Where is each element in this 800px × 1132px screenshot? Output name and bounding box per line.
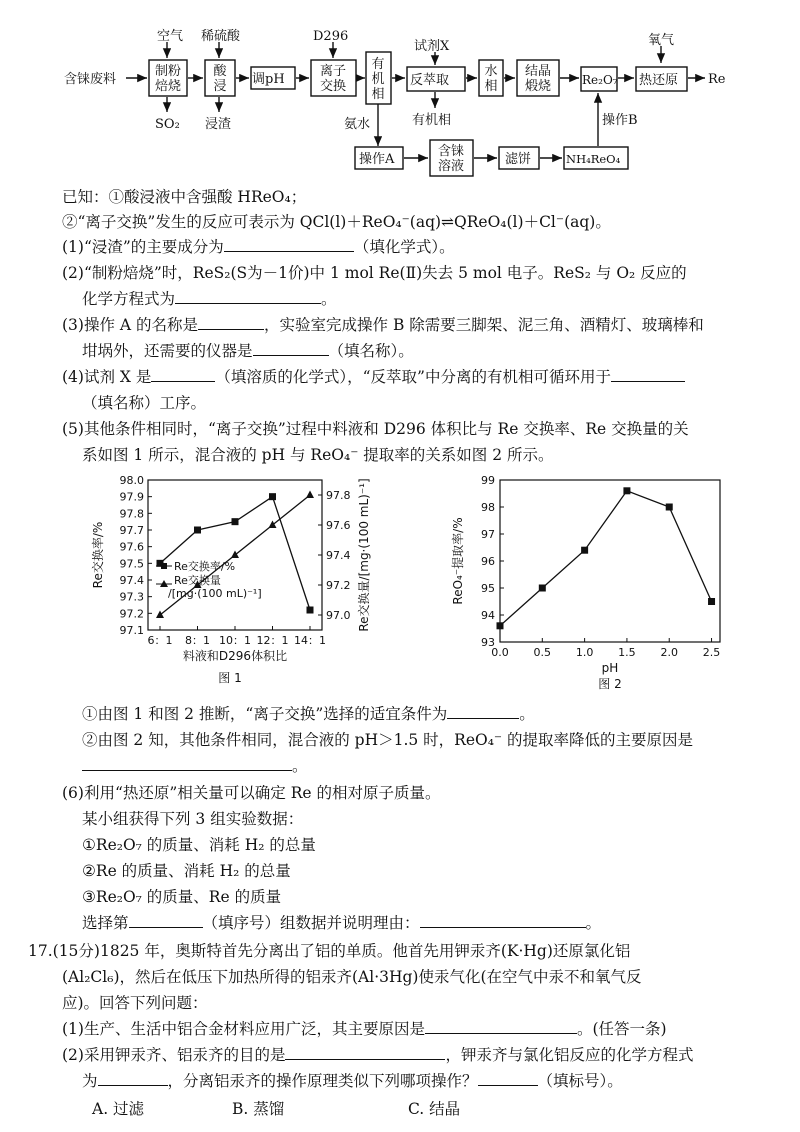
q5-sub2-line: ②由图 2 知，其他条件相同，混合液的 pH＞1.5 时，ReO₄⁻ 的提取率降低的主要原因是 xyxy=(82,731,694,749)
q6-mid: （填序号）组数据并说明理由： xyxy=(202,914,420,932)
q17-part2-question: ，分离铝汞齐的操作原理类似下列哪项操作？ xyxy=(167,1072,478,1090)
chart1-left-tick-label: 97.2 xyxy=(119,607,144,621)
chart1-point-rate xyxy=(194,527,201,534)
q3-line-2 xyxy=(82,340,414,362)
box-nh4reo4: NH₄ReO₄ xyxy=(566,152,621,166)
box-leach-line2: 浸 xyxy=(213,79,227,94)
chart1-left-tick-label: 98.0 xyxy=(119,474,144,487)
box-back-extract: 反萃取 xyxy=(410,73,450,88)
flow-output-organic: 有机相 xyxy=(412,113,452,128)
q17-part1-line xyxy=(62,1018,667,1040)
q6-line-1: (6)利用“热还原”相关量可以确定 Re 的相对原子质量。 xyxy=(62,784,441,802)
q2-tail: 。 xyxy=(321,290,337,308)
box-ion_exchange-line1: 离子 xyxy=(319,64,347,79)
q6-line-2: 某小组获得下列 3 组实验数据： xyxy=(82,810,304,828)
q17-option-a[interactable]: A. 过滤 xyxy=(92,1100,145,1118)
flow-input-oxygen: 氧气 xyxy=(648,33,675,48)
chart1-legend-label-2b: /[mg·(100 mL)⁻¹] xyxy=(168,587,262,600)
chart1-right-tick-label: 97.8 xyxy=(326,489,351,502)
box-aqueous_phase-line1: 水 xyxy=(484,64,498,79)
chart2-y-tick-label: 99 xyxy=(481,474,495,487)
chart1-x-tick-label: 10：1 xyxy=(219,634,251,647)
chart1-x-tick-label: 6：1 xyxy=(147,634,173,647)
box-heat-reduce: 热还原 xyxy=(639,73,679,88)
chart2-point xyxy=(623,487,630,494)
chart2-x-tick-label: 0.0 xyxy=(491,646,509,659)
chart2-y-tick-label: 94 xyxy=(481,609,495,622)
q17-part2-blank-1[interactable] xyxy=(285,1044,445,1060)
chart1-x-tick-label: 12：1 xyxy=(256,634,289,647)
q6-answer-blank-1[interactable] xyxy=(129,912,203,928)
q17-line-3: 应)。回答下列问题： xyxy=(62,994,208,1012)
q17-line-1: 17.(15分)1825 年，奥斯特首先分离出了铝的单质。他首先用钾汞齐(K·Hg)还原氯化铝 xyxy=(28,942,631,960)
flow-end-label: Re xyxy=(708,72,726,87)
q5-sub1-stem: ①由图 1 和图 2 推断，“离子交换”选择的适宜条件为 xyxy=(82,705,448,723)
q5-line-1: (5)其他条件相同时，“离子交换”过程中料液和 D296 体积比与 Re 交换率、Re 交换量的关 xyxy=(62,420,689,438)
chart1-x-tick-label: 14：1 xyxy=(294,634,326,647)
chart1-left-tick-label: 97.3 xyxy=(119,590,144,604)
q17-part2-blank-3[interactable] xyxy=(478,1070,538,1086)
known-line-1: 已知：①酸浸液中含强酸 HReO₄； xyxy=(62,188,307,206)
chart1-left-tick-label: 97.7 xyxy=(119,524,144,537)
q17-part2-line-2 xyxy=(82,1070,623,1092)
chart1-legend-label-1: Re交换率/% xyxy=(174,560,236,573)
chart2-point xyxy=(708,598,715,605)
chart2-xlabel: pH xyxy=(601,661,619,675)
q5-sub2-answer-line xyxy=(82,755,308,777)
chart2-plot-frame xyxy=(500,480,720,642)
process-flowchart xyxy=(0,0,800,185)
chart1-right-tick-label: 97.0 xyxy=(326,609,351,622)
box-ion_exchange-line2: 交换 xyxy=(319,79,347,94)
q4-answer-blank-2[interactable] xyxy=(611,366,685,382)
q2-answer-blank[interactable] xyxy=(175,288,321,304)
q3-tail: （填名称）。 xyxy=(328,342,414,360)
chart2-ylabel: ReO₄⁻提取率/% xyxy=(451,517,465,605)
box-filtrate: 滤饼 xyxy=(505,152,532,167)
chart1-legend-square xyxy=(161,563,167,569)
chart2-point xyxy=(666,504,673,511)
box-roast-line1: 制粉 xyxy=(154,64,182,79)
chart1-left-tick-label: 97.8 xyxy=(119,507,144,521)
flow-input-air: 空气 xyxy=(157,29,184,44)
chart1-left-tick-label: 97.1 xyxy=(119,624,144,637)
chart1-left-tick-label: 97.5 xyxy=(119,557,144,571)
chart2-x-tick-label: 2.0 xyxy=(660,646,678,659)
flow-operation-b-label: 操作B xyxy=(602,113,638,128)
chart2-point xyxy=(581,547,588,554)
chart-2-extraction xyxy=(448,470,748,702)
chart1-point-amount xyxy=(156,611,164,619)
chart2-y-tick-label: 93 xyxy=(481,636,495,649)
chart1-left-tick-label: 97.6 xyxy=(119,540,144,554)
q1-stem: (1)“浸渣”的主要成分为 xyxy=(62,238,224,256)
q6-option-3: ③Re₂O₇ 的质量、Re 的质量 xyxy=(82,888,282,906)
box-re_containing-line2: 溶液 xyxy=(437,159,465,174)
chart1-point-amount xyxy=(306,491,314,499)
chart1-left-tick-label: 97.4 xyxy=(119,574,144,587)
chart2-point xyxy=(539,585,546,592)
q3-answer-blank-2[interactable] xyxy=(253,340,329,356)
q4-mid: （填溶质的化学式），“反萃取”中分离的有机相可循环用于 xyxy=(215,368,611,386)
q6-stem: 选择第 xyxy=(82,914,129,932)
q17-part2-stem: (2)采用钾汞齐、铝汞齐的目的是 xyxy=(62,1046,286,1064)
chart2-point xyxy=(497,622,504,629)
q17-part2-blank-2[interactable] xyxy=(98,1070,168,1086)
q17-part1-tail: 。(任答一条) xyxy=(576,1020,667,1038)
q17-part1-blank[interactable] xyxy=(425,1018,577,1034)
box-re_containing-line1: 含铼 xyxy=(437,144,465,159)
chart2-y-tick-label: 96 xyxy=(481,555,495,568)
box-re2o7: Re₂O₇ xyxy=(582,73,618,87)
chart2-x-tick-label: 0.5 xyxy=(533,646,552,659)
chart2-series-line xyxy=(500,491,712,626)
chart-1-exchange xyxy=(68,470,418,702)
q1-tail: （填化学式）。 xyxy=(353,238,455,256)
chart2-y-tick-label: 98 xyxy=(481,501,495,514)
chart1-right-tick-label: 97.2 xyxy=(326,579,351,592)
chart1-point-rate xyxy=(269,493,276,500)
chart2-x-tick-label: 1.0 xyxy=(575,646,594,659)
flow-input-d296: D296 xyxy=(313,29,349,44)
box-organic-phase-char: 机 xyxy=(371,72,385,87)
q17-option-c[interactable]: C. 结晶 xyxy=(408,1100,461,1118)
q2-line-1: (2)“制粉焙烧”时，ReS₂(S为－1价)中 1 mol Re(Ⅱ)失去 5 mol 电子。ReS₂ 与 O₂ 反应的 xyxy=(62,264,687,282)
chart2-y-tick-label: 97 xyxy=(481,528,495,541)
q17-part2-stem-2: 为 xyxy=(82,1072,98,1090)
q1-answer-blank[interactable] xyxy=(224,236,354,252)
chart2-caption: 图 2 xyxy=(598,677,622,691)
box-organic-phase-char: 有 xyxy=(371,57,385,72)
chart1-point-amount xyxy=(269,521,277,529)
q3-stem-2: 坩埚外，还需要的仪器是 xyxy=(82,342,253,360)
q3-stem: (3)操作 A 的名称是 xyxy=(62,316,199,334)
chart1-right-tick-label: 97.4 xyxy=(326,549,351,562)
q2-line-2 xyxy=(82,288,337,310)
q5-sub2-tail: 。 xyxy=(292,757,308,775)
flow-input-acid: 稀硫酸 xyxy=(201,29,241,44)
q3-line-1 xyxy=(62,314,704,336)
chart2-x-tick-label: 2.5 xyxy=(702,646,721,659)
q1-line xyxy=(62,236,455,258)
q2-stem: 化学方程式为 xyxy=(82,290,176,308)
q5-sub1-tail: 。 xyxy=(519,705,535,723)
box-roast-line2: 焙烧 xyxy=(154,79,182,94)
chart1-caption: 图 1 xyxy=(218,671,242,685)
chart1-point-rate xyxy=(307,607,314,614)
q3-answer-blank-1[interactable] xyxy=(198,314,264,330)
box-crystallize-line1: 结晶 xyxy=(524,64,552,79)
flow-ammonia-label: 氨水 xyxy=(344,117,371,132)
q4-stem: (4)试剂 X 是 xyxy=(62,368,152,386)
chart1-legend-label-2a: Re交换量 xyxy=(174,574,221,587)
q4-line-2: （填名称）工序。 xyxy=(82,394,207,412)
flow-output-so2: SO₂ xyxy=(155,117,180,132)
chart2-y-tick-label: 95 xyxy=(481,582,495,595)
q5-sub1-line xyxy=(82,703,535,725)
chart1-point-amount xyxy=(231,551,239,559)
box-aqueous_phase-line2: 相 xyxy=(484,79,498,94)
q4-answer-blank-1[interactable] xyxy=(151,366,215,382)
chart2-x-tick-label: 1.5 xyxy=(618,646,636,659)
flow-input-reagent-x: 试剂X xyxy=(414,39,450,54)
box-organic-phase-char: 相 xyxy=(371,87,385,102)
box-crystallize-line2: 煅烧 xyxy=(524,79,552,94)
chart1-x-tick-label: 8：1 xyxy=(185,634,210,647)
q17-part2-line-1 xyxy=(62,1044,693,1066)
box-adjust-ph: 调pH xyxy=(252,72,285,87)
chart1-left-tick-label: 97.9 xyxy=(119,490,144,504)
known-line-2: ②“离子交换”发生的反应可表示为 QCl(l)＋ReO₄⁻(aq)⇌QReO₄(l)＋Cl⁻(aq)。 xyxy=(62,213,611,231)
flow-output-residue: 浸渣 xyxy=(205,117,232,132)
q3-mid: ，实验室完成操作 B 除需要三脚架、泥三角、酒精灯、玻璃棒和 xyxy=(264,316,704,334)
chart1-ylabel-left: Re交换率/% xyxy=(91,521,105,589)
q6-option-2: ②Re 的质量、消耗 H₂ 的总量 xyxy=(82,862,291,880)
chart1-ylabel-right: Re交换量/[mg·(100 mL)⁻¹] xyxy=(357,478,371,632)
box-leach-line1: 酸 xyxy=(213,64,227,79)
chart1-right-tick-label: 97.6 xyxy=(326,519,351,532)
q5-sub2-blank[interactable] xyxy=(82,755,292,771)
q6-answer-line xyxy=(82,912,601,934)
q17-line-2: (Al₂Cl₆)，然后在低压下加热所得的铝汞齐(Al·3Hg)使汞气化(在空气中汞不和氧气反 xyxy=(62,968,642,986)
q17-part1-stem: (1)生产、生活中铝合金材料应用广泛，其主要原因是 xyxy=(62,1020,425,1038)
flow-start-label: 含铼废料 xyxy=(64,72,117,87)
q6-answer-blank-2[interactable] xyxy=(420,912,586,928)
q4-line-1 xyxy=(62,366,685,388)
box-operation-a: 操作A xyxy=(359,152,395,167)
q17-part2-tail: （填标号）。 xyxy=(537,1072,623,1090)
q6-option-1: ①Re₂O₇ 的质量、消耗 H₂ 的总量 xyxy=(82,836,316,854)
chart1-xlabel: 料液和D296体积比 xyxy=(182,649,288,663)
q5-sub1-blank[interactable] xyxy=(447,703,519,719)
q17-option-b[interactable]: B. 蒸馏 xyxy=(232,1100,285,1118)
chart1-point-rate xyxy=(232,518,239,525)
q5-line-2: 系如图 1 所示，混合液的 pH 与 ReO₄⁻ 提取率的关系如图 2 所示。 xyxy=(82,446,554,464)
q6-tail: 。 xyxy=(585,914,602,932)
q17-part2-mid: ，钾汞齐与氯化铝反应的化学方程式 xyxy=(445,1046,694,1064)
